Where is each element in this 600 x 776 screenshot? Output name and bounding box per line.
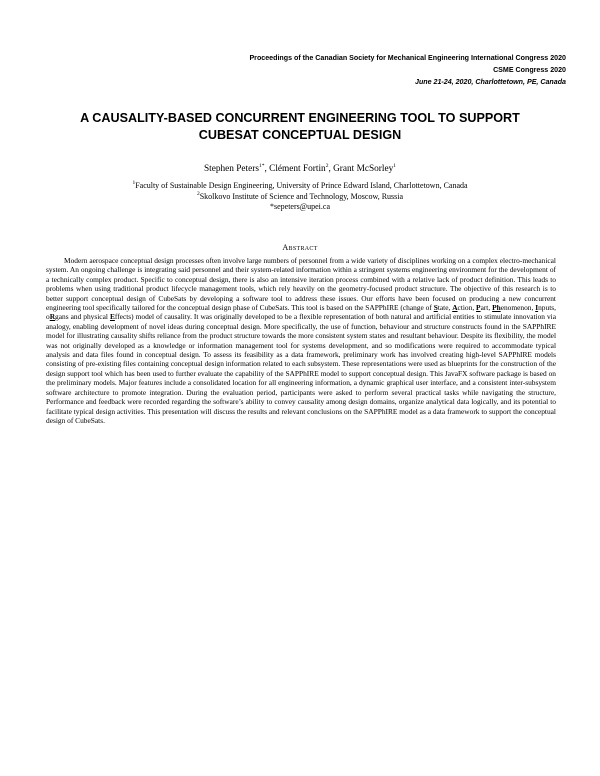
congress-date-location: June 21-24, 2020, Charlottetown, PE, Canada bbox=[415, 78, 566, 86]
author-affiliation-mark: 2 bbox=[325, 163, 329, 169]
proceedings-header bbox=[46, 52, 566, 88]
acronym-letter: A bbox=[452, 303, 458, 313]
author-name: Grant McSorley bbox=[333, 164, 394, 174]
acronym-word-rest: tate, bbox=[437, 303, 453, 313]
corresponding-email: *sepeters@upei.ca bbox=[269, 202, 330, 212]
affiliation-text: Skolkovo Institute of Science and Technology, Moscow, Russia bbox=[199, 191, 404, 201]
acronym-letter: I bbox=[535, 303, 539, 313]
affiliation-mark: 2 bbox=[196, 190, 200, 197]
acronym-letter: P bbox=[476, 303, 481, 313]
abstract-text-part-2: model of causality. It was originally developed to be a flexible representation of both natural and artificial entities to stimulate innovation via analogy, enabling development of novel ideas during conceptual design. More specifically, the use of function, behaviour and structure constructs found in the SAPPhIRE model for illustrating causality shifts reliance from the product structure towards the more consistent system states and resultant behaviour. Despite its flexibility, the model was not originally developed as a knowledge or information management tool for systems development, and so modifications were required to accommodate typical analysis and data files found in conceptual design. To assess its feasibility as a data framework, preliminary work has involved creating high-level SAPPhIRE models consisting of pre-existing files containing conceptual design information related to each subsystem. These representations were used as blueprints for the construction of the design support tool which has been used to further evaluate the capability of the SAPPhIRE model to support conceptual design. This JavaFX software package is based on the preliminary models. Major features include a consolidated location for all engineering information, a dynamic graphical user interface, and a consistent inter-subsystem software architecture to promote integration. During the evaluation period, participants were asked to perform several practical tasks while navigating the structure, Performance and feedback were recorded regarding the software’s ability to convey causality among design domains, organize analytical data logically, and its potential to facilitate typical design activities. This presentation will discuss the results and relevant conclusions on the SAPPhIRE model as a data framework to support the conceptual design of CubeSats. bbox=[46, 312, 557, 425]
acronym-word-rest: ffects) bbox=[114, 312, 134, 322]
affiliation-mark: 1 bbox=[132, 180, 136, 186]
acronym-word-rest: art, bbox=[480, 303, 493, 313]
abstract-text-part-1: Modern aerospace conceptual design processes often involve large numbers of personnel from a wide variety of disciplines working on a complex electro-mechanical system. An ongoing challenge is integrating said personnel and their system-related information within a stringent systems engineering environment for the development of a technically complex product. Specific to conceptual design, there is also an intensive iteration process combined with a relative lack of product definition. This leads to problems when using traditional product lifecycle management tools, which rely heavily on the geometry-focused product structure. The objective of this research is to better support conceptual design of CubeSats by developing a software tool to address these issues. Our efforts have been focused on producing a new concurrent engineering tool specifically tailored for the conceptual design phase of CubeSats. This tool is based on the SAPPhIRE (change of bbox=[46, 256, 556, 313]
affiliations bbox=[0, 181, 600, 213]
acronym-letter: E bbox=[109, 312, 115, 322]
congress-name: CSME Congress 2020 bbox=[493, 66, 566, 74]
acronym-word-rest: ction, bbox=[457, 303, 477, 313]
acronym-word-rest: enomenon, bbox=[500, 303, 536, 313]
abstract-paragraph bbox=[46, 256, 556, 425]
acronym-word-rest: gans and physical bbox=[55, 312, 110, 322]
author-affiliation-mark: 1* bbox=[258, 163, 265, 169]
acronym-letter: R bbox=[49, 312, 56, 322]
author-list bbox=[0, 163, 600, 175]
affiliation-line bbox=[0, 181, 600, 192]
author-name: Clément Fortin bbox=[269, 164, 326, 174]
paper-title bbox=[20, 110, 580, 144]
affiliation-line bbox=[0, 192, 600, 203]
proceedings-name: Proceedings of the Canadian Society for Mechanical Engineering International Congress 2020 bbox=[249, 54, 566, 62]
affiliation-text: Faculty of Sustainable Design Engineering, University of Prince Edward Island, Charlottetown, Canada bbox=[135, 181, 468, 190]
paper-title-line-1: A CAUSALITY-BASED CONCURRENT ENGINEERING TOOL TO SUPPORT bbox=[80, 111, 520, 125]
author-separator: , bbox=[328, 164, 334, 174]
paper-title-line-2: CUBESAT CONCEPTUAL DESIGN bbox=[198, 128, 402, 142]
author-affiliation-mark: 1 bbox=[393, 163, 397, 169]
acronym-word-rest: nputs, o bbox=[46, 303, 556, 322]
acronym-letter: S bbox=[433, 303, 438, 313]
abstract-body bbox=[46, 256, 556, 425]
abstract-heading: Abstract bbox=[282, 243, 318, 252]
author-separator: , bbox=[264, 164, 270, 174]
acronym-letter: Ph bbox=[492, 303, 501, 313]
author-name: Stephen Peters bbox=[203, 164, 259, 174]
